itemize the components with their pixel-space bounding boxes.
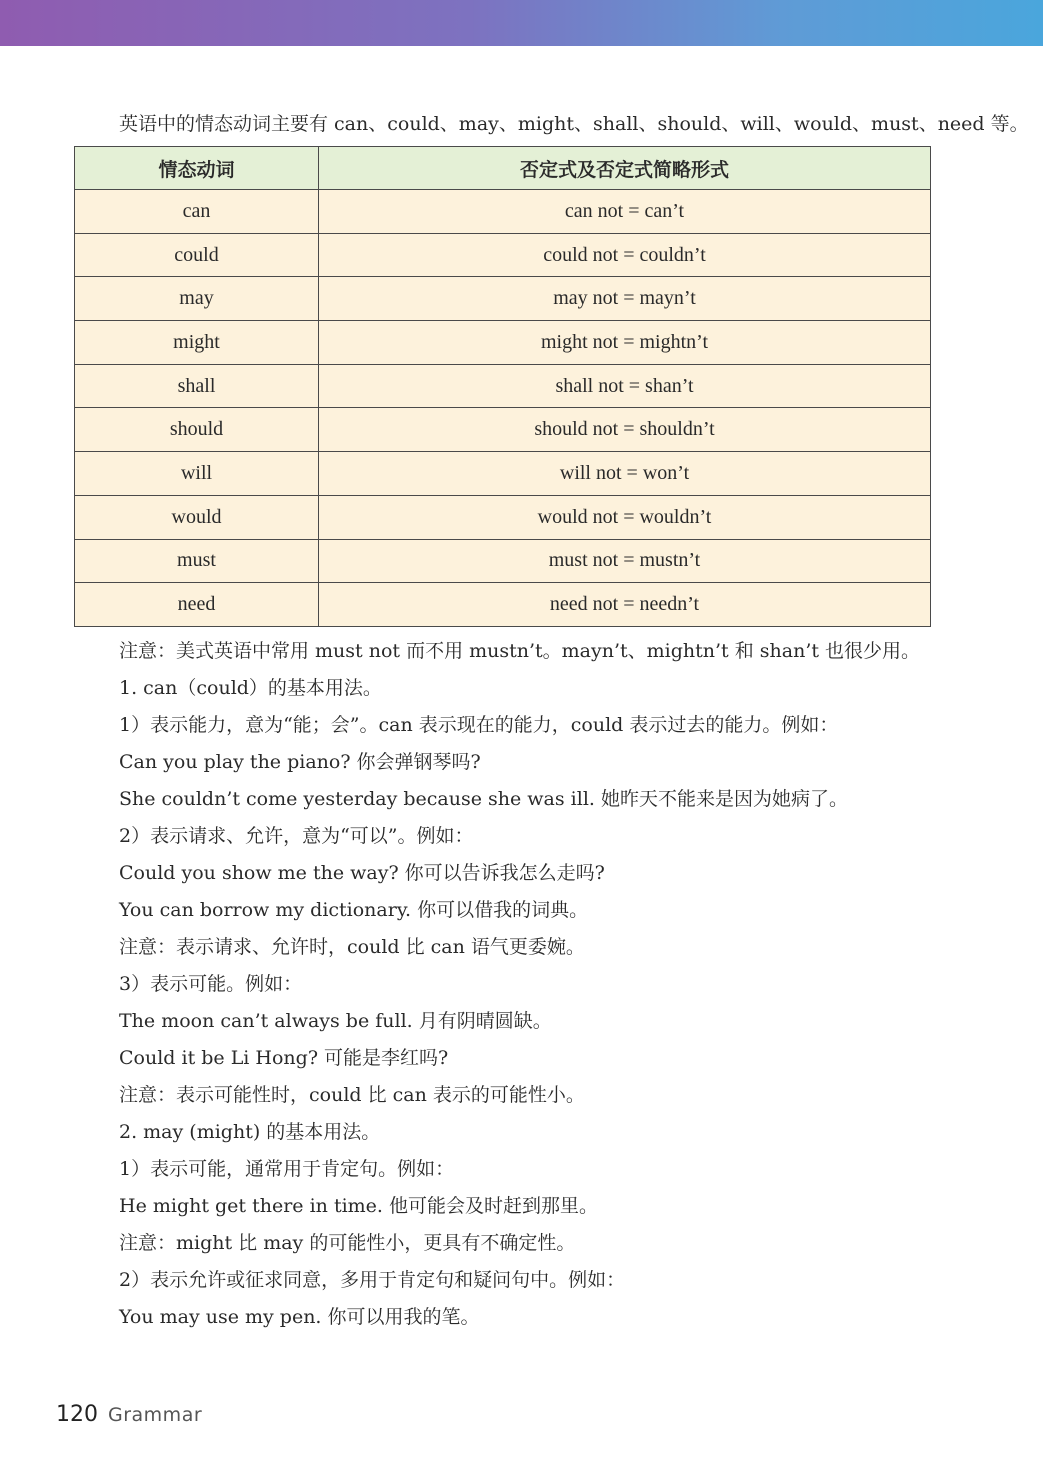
table-row (75, 277, 931, 321)
verb-cell: may (75, 277, 319, 321)
example-line: The moon can’t always be full. 月有阴晴圆缺。 (119, 1010, 552, 1032)
negative-cell: will not = won’t (319, 452, 931, 496)
top-banner (0, 0, 1043, 46)
intro-paragraph: 英语中的情态动词主要有 can、could、may、might、shall、should、will、would、must、need 等。 (119, 113, 1029, 135)
note-line: 注意：表示请求、允许时，could 比 can 语气更委婉。 (119, 936, 585, 958)
example-line: He might get there in time. 他可能会及时赶到那里。 (119, 1195, 598, 1217)
table-row (75, 321, 931, 365)
example-line: You may use my pen. 你可以用我的笔。 (119, 1306, 480, 1328)
page-number: 120 (56, 1402, 98, 1427)
note-line: 注意：表示可能性时，could 比 can 表示的可能性小。 (119, 1084, 585, 1106)
negative-cell: could not = couldn’t (319, 233, 931, 277)
negative-cell: may not = mayn’t (319, 277, 931, 321)
header-modal-verb: 情态动词 (75, 147, 319, 190)
section-heading: 2. may (might) 的基本用法。 (119, 1121, 381, 1143)
subheading-line: 2）表示请求、允许，意为“可以”。例如： (119, 825, 474, 847)
table-row (75, 583, 931, 627)
example-line: She couldn’t come yesterday because she was ill. 她昨天不能来是因为她病了。 (119, 788, 848, 810)
table-header-row (75, 147, 931, 190)
example-line: Could it be Li Hong? 可能是李红吗? (119, 1047, 449, 1069)
example-line: Can you play the piano? 你会弹钢琴吗? (119, 751, 481, 773)
subheading-line: 3）表示可能。例如： (119, 973, 303, 995)
section-label: Grammar (108, 1404, 203, 1426)
section-heading: 1. can（could）的基本用法。 (119, 677, 382, 699)
page-footer (56, 1402, 202, 1427)
table-row (75, 190, 931, 234)
example-line: Could you show me the way? 你可以告诉我怎么走吗? (119, 862, 605, 884)
verb-cell: shall (75, 364, 319, 408)
subheading-line: 2）表示允许或征求同意，多用于肯定句和疑问句中。例如： (119, 1269, 626, 1291)
table-row (75, 364, 931, 408)
table-row (75, 452, 931, 496)
modal-verbs-table (74, 146, 931, 627)
verb-cell: need (75, 583, 319, 627)
subheading-line: 1）表示可能，通常用于肯定句。例如： (119, 1158, 455, 1180)
verb-cell: should (75, 408, 319, 452)
verb-cell: could (75, 233, 319, 277)
negative-cell: need not = needn’t (319, 583, 931, 627)
verb-cell: will (75, 452, 319, 496)
body-text (119, 634, 1009, 1337)
negative-cell: can not = can’t (319, 190, 931, 234)
verb-cell: must (75, 539, 319, 583)
table-row (75, 539, 931, 583)
subheading-line: 1）表示能力，意为“能；会”。can 表示现在的能力，could 表示过去的能力。例如： (119, 714, 839, 736)
verb-cell: can (75, 190, 319, 234)
negative-cell: shall not = shan’t (319, 364, 931, 408)
note-line: 注意：might 比 may 的可能性小，更具有不确定性。 (119, 1232, 576, 1254)
negative-cell: might not = mightn’t (319, 321, 931, 365)
negative-cell: must not = mustn’t (319, 539, 931, 583)
table-row (75, 495, 931, 539)
note-line: 注意：美式英语中常用 must not 而不用 mustn’t。mayn’t、mightn’t 和 shan’t 也很少用。 (119, 640, 921, 662)
verb-cell: might (75, 321, 319, 365)
example-line: You can borrow my dictionary. 你可以借我的词典。 (119, 899, 589, 921)
header-negative-form: 否定式及否定式简略形式 (319, 147, 931, 190)
table-row (75, 408, 931, 452)
negative-cell: would not = wouldn’t (319, 495, 931, 539)
table-row (75, 233, 931, 277)
verb-cell: would (75, 495, 319, 539)
negative-cell: should not = shouldn’t (319, 408, 931, 452)
